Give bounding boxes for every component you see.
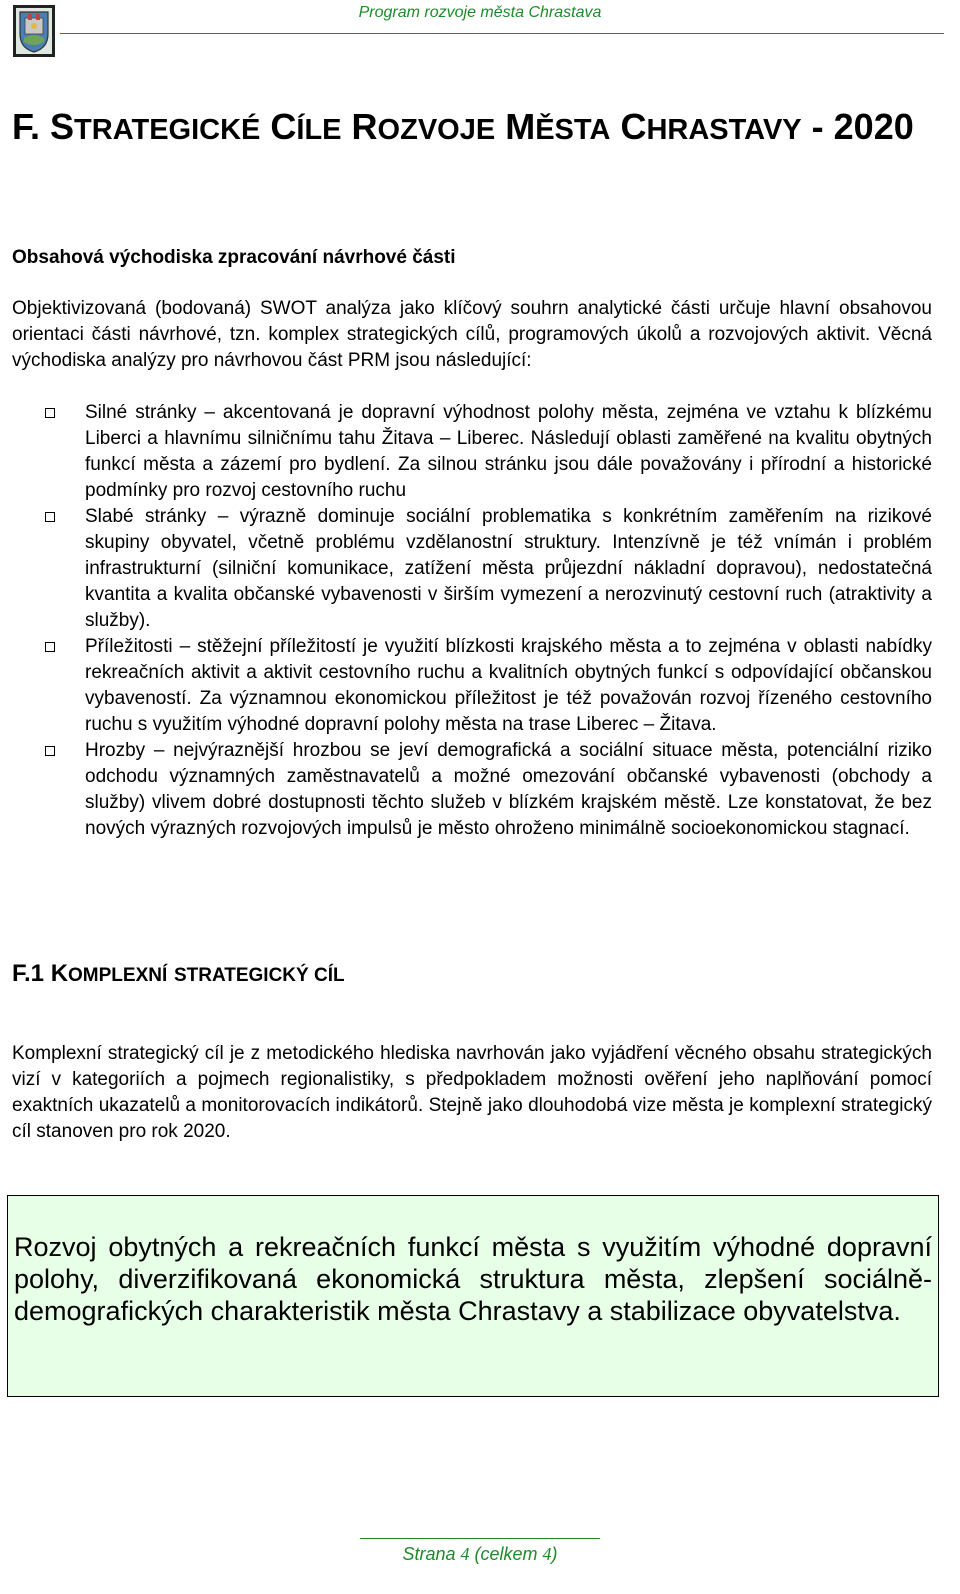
list-item: [12, 400, 932, 504]
header-title: Program rozvoje města Chrastava: [358, 4, 602, 21]
list-item-text: Příležitosti – stěžejní příležitostí je využití blízkosti krajského města a to zejména v oblasti nabídky rekreačních aktivit a aktivit cestovního ruchu a kvalitních obytných funkcí s odpovídající občanskou vybaveností. Za významnou ekonomickou příležitost je též považován rozvoj řízeného cestovního ruchu s využitím výhodné dopravní polohy města na trase Liberec – Žitava.: [85, 636, 932, 735]
footer-total-pages: 4: [542, 1544, 552, 1564]
list-item: [12, 504, 932, 634]
footer-divider: [360, 1538, 600, 1539]
square-bullet-icon: [45, 642, 55, 652]
heading-word-rest: ÍLE: [296, 114, 342, 146]
page-heading: [12, 104, 942, 153]
heading-word-rest: HRASTAVY: [646, 114, 802, 146]
subheading-word-rest: OMPLEXNÍ: [68, 965, 168, 986]
list-item-text: Silné stránky – akcentovaná je dopravní výhodnost polohy města, zejména ve vztahu k blízkému Liberci a hlavnímu silničnímu tahu Žitava – Liberec. Následují oblasti zaměřené na kvalitu obytných funkcí města a zázemí pro bydlení. Za silnou stránku jsou dále považovány i přírodní a historické podmínky pro rozvoj cestovního ruchu: [85, 402, 932, 501]
strategic-goal-box: [7, 1195, 939, 1397]
heading-word-rest: TRATEGICKÉ: [74, 114, 261, 146]
subheading-word-cap: K: [50, 960, 69, 987]
swot-list: [12, 400, 932, 842]
footer-suffix: ): [551, 1544, 558, 1564]
heading-word-cap: R: [351, 106, 378, 147]
square-bullet-icon: [45, 408, 55, 418]
footer-middle: (celkem: [469, 1544, 543, 1564]
strategic-goal-text: Rozvoj obytných a rekreačních funkcí města s využitím výhodné dopravní polohy, diverzifikovaná ekonomická struktura města, zlepšení sociálně-demografických charakteristik města Chrastavy a stabilizace obyvatelstva.: [14, 1232, 932, 1326]
section-title: Obsahová východiska zpracování návrhové části: [12, 247, 456, 268]
square-bullet-icon: [45, 512, 55, 522]
footer-prefix: Strana: [402, 1544, 461, 1564]
heading-word-rest: OZVOJE: [377, 114, 496, 146]
heading-prefix: F.: [12, 106, 51, 147]
heading-word-rest: ĚSTA: [535, 114, 611, 146]
subsection-heading: [12, 960, 345, 988]
subheading-prefix: F.1: [12, 960, 51, 987]
page-footer: [0, 1544, 960, 1565]
body-paragraph: Komplexní strategický cíl je z metodického hlediska navrhován jako vyjádření věcného obsahu strategických vizí v kategoriích a pojmech regionalistiky, s předpokladem možnosti ověření jeho naplňování pomocí exaktních ukazatelů a monitorovacích indikátorů. Stejně jako dlouhodobá vize města je komplexní strategický cíl stanoven pro rok 2020.: [12, 1043, 932, 1142]
square-bullet-icon: [45, 746, 55, 756]
heading-word-cap: C: [620, 106, 647, 147]
list-item-text: Slabé stránky – výrazně dominuje sociální problematika s konkrétním zaměřením na rizikové skupiny obyvatel, včetně problému vzdělanostní struktury. Intenzívně je též vnímán i problém infrastrukturní (silniční komunikace, zatížení města průjezdní nákladní dopravou), nedostatečná kvantita a kvalita občanské vybavenosti v širším vymezení a nerozvinutý cestovní ruch (atraktivity a služby).: [85, 506, 932, 631]
intro-paragraph: Objektivizovaná (bodovaná) SWOT analýza jako klíčový souhrn analytické části určuje hlavní obsahovou orientaci části návrhové, tzn. komplex strategických cílů, programových úkolů a rozvojových aktivit. Věcná východiska analýzy pro návrhovou část PRM jsou následující:: [12, 298, 932, 371]
list-item: [12, 634, 932, 738]
heading-word-cap: C: [270, 106, 297, 147]
list-item-text: Hrozby – nejvýraznější hrozbou se jeví demografická a sociální situace města, potenciální riziko odchodu významných zaměstnavatelů a možné omezování občanské vybavenosti (obchody a služby) vlivem dobré dostupnosti těchto služeb v blízkém krajském městě. Lze konstatovat, že bez nových výrazných rozvojových impulsů je město ohroženo minimálně socioekonomickou stagnací.: [85, 740, 932, 839]
heading-word-cap: M: [505, 106, 536, 147]
subheading-word-rest: STRATEGICKÝ CÍL: [173, 965, 345, 986]
heading-word-cap: S: [50, 106, 75, 147]
footer-page-number: 4: [460, 1544, 470, 1564]
heading-suffix: - 2020: [801, 106, 914, 147]
header-divider: [60, 33, 944, 34]
list-item: [12, 738, 932, 842]
